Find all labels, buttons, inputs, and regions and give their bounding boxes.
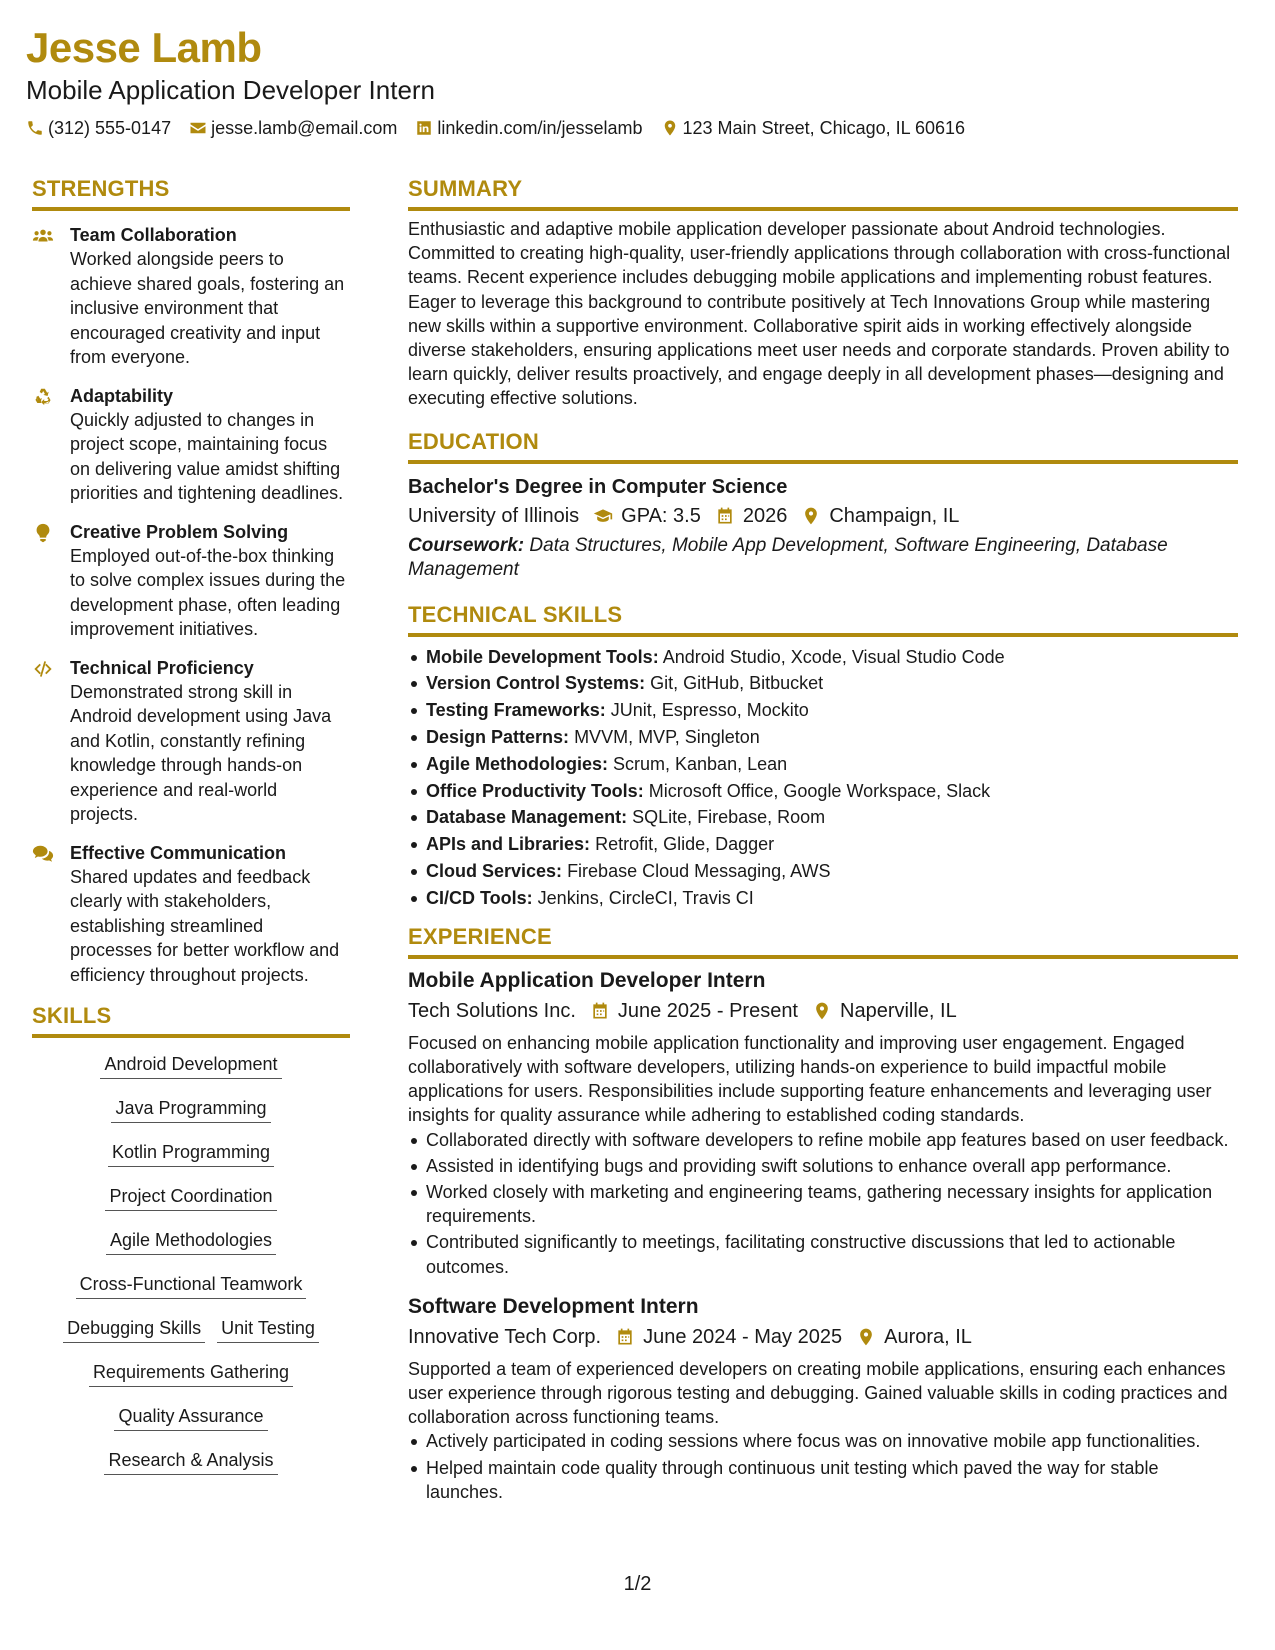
job-entry — [408, 967, 1238, 1279]
list-item: Helped maintain code quality through continuous unit testing which paved the way for stable launches. — [408, 1456, 1238, 1504]
education-section — [408, 427, 1238, 582]
summary-section — [408, 174, 1238, 411]
email-text[interactable]: jesse.lamb@email.com — [211, 118, 398, 138]
skill-values: Scrum, Kanban, Lean — [613, 753, 788, 774]
list-item: Collaborated directly with software developers to refine mobile app features based on user feedback. — [408, 1128, 1238, 1152]
skill-tag: Debugging Skills — [63, 1316, 205, 1343]
list-item — [408, 805, 1238, 829]
experience-heading: EXPERIENCE — [408, 923, 552, 949]
contact-email[interactable] — [189, 116, 397, 140]
job-meta — [408, 997, 1238, 1025]
calendar-icon — [615, 1327, 635, 1347]
skill-tag: Java Programming — [111, 1096, 270, 1123]
strength-desc: Employed out-of-the-box thinking to solve complex issues during the development phase, often leading improvement initiatives. — [70, 545, 346, 639]
list-item — [408, 859, 1238, 883]
users-icon — [32, 225, 54, 247]
address-text: 123 Main Street, Chicago, IL 60616 — [682, 118, 966, 138]
candidate-title: Mobile Application Developer Intern — [26, 75, 436, 105]
code-icon — [32, 658, 54, 680]
skill-values: Jenkins, CircleCI, Travis CI — [537, 887, 754, 908]
technical-skills-section — [408, 600, 1238, 910]
summary-heading: SUMMARY — [408, 176, 523, 201]
skill-tag: Agile Methodologies — [106, 1228, 276, 1255]
map-marker-icon — [801, 506, 821, 526]
page-number: 1/2 — [623, 1573, 652, 1595]
skill-values: Android Studio, Xcode, Visual Studio Code — [662, 646, 1005, 667]
map-marker-icon — [856, 1327, 876, 1347]
degree-title: Bachelor's Degree in Computer Science — [408, 475, 788, 498]
section-divider — [32, 1034, 350, 1038]
coursework-list: Data Structures, Mobile App Development, Software Engineering, Database Management — [408, 534, 1168, 580]
list-item — [408, 886, 1238, 910]
comments-icon — [32, 843, 54, 865]
section-divider — [408, 955, 1238, 959]
education-heading: EDUCATION — [408, 428, 539, 454]
skill-values: JUnit, Espresso, Mockito — [610, 700, 809, 721]
skills-list — [32, 1052, 350, 1475]
phone-text: (312) 555-0147 — [48, 118, 172, 138]
list-item — [408, 698, 1238, 722]
graduation-year: 2026 — [742, 504, 788, 527]
contact-phone — [26, 116, 171, 140]
skill-category: Testing Frameworks: — [426, 700, 606, 721]
skill-category: Agile Methodologies: — [426, 753, 608, 774]
strength-desc: Quickly adjusted to changes in project scope, maintaining focus on delivering value amidst shifting priorities and tightening deadlines. — [70, 409, 344, 503]
strengths-heading: STRENGTHS — [32, 176, 170, 201]
school-location: Champaign, IL — [829, 504, 960, 527]
contact-address — [661, 116, 966, 140]
list-item: Assisted in identifying bugs and providing swift solutions to enhance overall app performance. — [408, 1154, 1238, 1178]
strength-title: Team Collaboration — [70, 225, 237, 245]
skills-section — [32, 1001, 350, 1475]
job-dates: June 2025 - Present — [617, 999, 798, 1022]
strength-title: Effective Communication — [70, 842, 287, 863]
left-column — [32, 174, 350, 1492]
phone-icon — [26, 119, 44, 137]
skill-values: MVVM, MVP, Singleton — [574, 727, 760, 748]
linkedin-icon — [415, 119, 433, 137]
technical-skills-heading: TECHNICAL SKILLS — [408, 601, 623, 627]
calendar-icon — [590, 1001, 610, 1021]
skill-tag: Android Development — [100, 1052, 281, 1079]
resume-header — [26, 22, 1246, 140]
list-item — [408, 725, 1238, 749]
right-column — [408, 174, 1238, 1506]
skill-category: APIs and Libraries: — [426, 834, 591, 855]
job-location: Aurora, IL — [884, 1325, 972, 1348]
summary-text: Enthusiastic and adaptive mobile application developer passionate about Android technologies. Committed to creating high-quality, user-friendly applications through collaboration with cross-functional teams. Recent experience includes debugging mobile applications and implementing robust features. Eager to leverage this background to contribute positively at Tech Innovations Group while mastering new skills within a supportive environment. Collaborative spirit aids in working effectively alongside diverse stakeholders, ensuring applications meet user needs and corporate standards. Proven ability to learn quickly, deliver results proactively, and engage deeply in all development phases—designing and executing effective solutions. — [408, 219, 1231, 409]
skill-values: Microsoft Office, Google Workspace, Slack — [648, 780, 991, 801]
job-bullets — [408, 1128, 1238, 1279]
lightbulb-icon — [32, 522, 54, 544]
job-location: Naperville, IL — [840, 999, 957, 1022]
job-bullets — [408, 1429, 1238, 1504]
list-item — [408, 671, 1238, 695]
recycle-icon — [32, 386, 54, 408]
strength-item — [32, 520, 350, 642]
strength-title: Creative Problem Solving — [70, 521, 289, 542]
strength-item — [32, 384, 350, 506]
job-entry — [408, 1293, 1238, 1504]
skill-tag: Project Coordination — [105, 1184, 276, 1211]
coursework-label: Coursework: — [408, 534, 525, 556]
skill-category: Mobile Development Tools: — [426, 646, 659, 667]
skill-tag: Requirements Gathering — [89, 1360, 293, 1387]
skill-category: Database Management: — [426, 807, 628, 828]
school-name: University of Illinois — [408, 504, 580, 527]
strength-item — [32, 656, 350, 827]
strengths-section — [32, 174, 350, 987]
skill-category: CI/CD Tools: — [426, 887, 533, 908]
job-meta — [408, 1323, 1238, 1351]
skill-tag: Unit Testing — [217, 1316, 319, 1343]
strength-desc: Demonstrated strong skill in Android development using Java and Kotlin, constantly refining knowledge through hands-on experience and real-world projects. — [70, 681, 332, 824]
skill-values: Git, GitHub, Bitbucket — [650, 673, 824, 694]
job-description: Focused on enhancing mobile application functionality and improving user engagement. Engaged collaboratively with software developers, utilizing hands-on experience to build impactful mobile applications for users. Responsibilities include supporting feature enhancements and leveraging user insights for quality assurance while adhering to established coding standards. — [408, 1032, 1212, 1126]
skill-tag: Cross-Functional Teamwork — [76, 1272, 307, 1299]
skill-tag: Kotlin Programming — [108, 1140, 274, 1167]
strength-desc: Shared updates and feedback clearly with stakeholders, establishing streamlined processes for better workflow and efficiency throughout projects. — [70, 866, 340, 985]
company-name: Tech Solutions Inc. — [408, 999, 576, 1022]
map-marker-icon — [812, 1001, 832, 1021]
technical-skills-list — [408, 645, 1238, 910]
skill-values: Retrofit, Glide, Dagger — [595, 834, 775, 855]
map-marker-icon — [661, 119, 679, 137]
strength-item — [32, 841, 350, 988]
skill-category: Cloud Services: — [426, 861, 563, 881]
skill-tag: Quality Assurance — [114, 1404, 267, 1431]
coursework — [408, 534, 1238, 582]
strength-title: Adaptability — [70, 385, 174, 406]
section-divider — [32, 207, 350, 211]
envelope-icon — [189, 119, 207, 137]
skill-category: Office Productivity Tools: — [426, 780, 644, 801]
skill-values: Firebase Cloud Messaging, AWS — [567, 861, 831, 881]
contact-bar — [26, 116, 1246, 140]
job-description: Supported a team of experienced developers on creating mobile applications, ensuring each enhances user experience through rigorous testing and debugging. Gained valuable skills in coding practices and collaboration across functioning teams. — [408, 1358, 1228, 1428]
skill-category: Design Patterns: — [426, 727, 570, 748]
company-name: Innovative Tech Corp. — [408, 1325, 602, 1348]
list-item — [408, 779, 1238, 803]
skill-tag: Research & Analysis — [104, 1448, 277, 1475]
list-item — [408, 645, 1238, 669]
gpa-text: GPA: 3.5 — [621, 504, 701, 527]
list-item — [408, 832, 1238, 856]
skills-heading: SKILLS — [32, 1003, 112, 1028]
skill-category: Version Control Systems: — [426, 673, 646, 694]
calendar-icon — [715, 506, 735, 526]
section-divider — [408, 633, 1238, 637]
strength-desc: Worked alongside peers to achieve shared goals, fostering an inclusive environment that encouraged creativity and input from everyone. — [70, 249, 345, 367]
graduation-cap-icon — [593, 506, 613, 526]
contact-linkedin[interactable] — [415, 116, 642, 140]
linkedin-text[interactable]: linkedin.com/in/jesselamb — [437, 118, 643, 138]
experience-section — [408, 922, 1238, 1504]
strength-title: Technical Proficiency — [70, 657, 254, 678]
list-item — [408, 752, 1238, 776]
list-item: Contributed significantly to meetings, facilitating constructive discussions that led to actionable outcomes. — [408, 1230, 1238, 1278]
education-meta — [408, 502, 1238, 530]
job-role: Software Development Intern — [408, 1294, 699, 1318]
job-dates: June 2024 - May 2025 — [643, 1325, 843, 1348]
candidate-name: Jesse Lamb — [26, 24, 262, 71]
section-divider — [408, 207, 1238, 211]
section-divider — [408, 460, 1238, 464]
job-role: Mobile Application Developer Intern — [408, 968, 766, 992]
skill-values: SQLite, Firebase, Room — [632, 807, 826, 828]
list-item: Worked closely with marketing and engineering teams, gathering necessary insights for application requirements. — [408, 1180, 1238, 1228]
strength-item — [32, 223, 350, 370]
list-item: Actively participated in coding sessions where focus was on innovative mobile app functionalities. — [408, 1429, 1238, 1453]
